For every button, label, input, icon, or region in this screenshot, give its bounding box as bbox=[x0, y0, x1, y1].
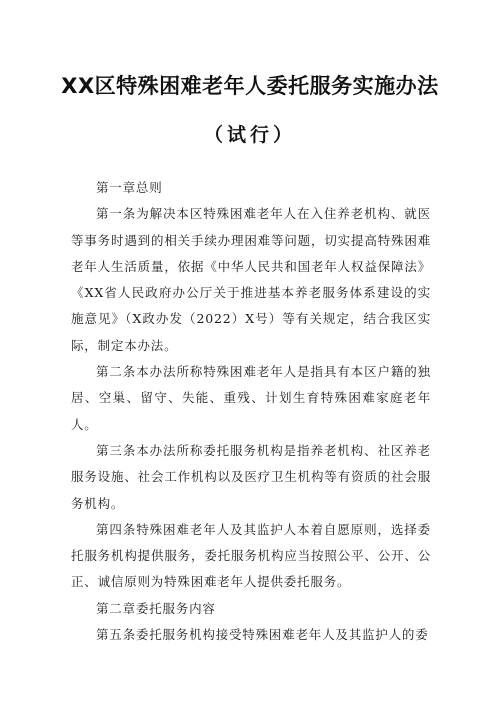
article-paragraph: 第三条本办法所称委托服务机构是指养老机构、社区养老服务设施、社会工作机构以及医疗卫生机构等有资质的社会服务机构。 bbox=[71, 442, 431, 511]
document-title: XX区特殊困难老年人委托服务实施办法 bbox=[61, 74, 439, 98]
article-paragraph: 第五条委托服务机构接受特殊困难老年人及其监护人的委 bbox=[96, 627, 429, 643]
article-paragraph: 第二条本办法所称特殊困难老年人是指具有本区户籍的独居、空巢、留守、失能、重残、计划生育特殊困难家庭老年人。 bbox=[71, 364, 431, 432]
document-body bbox=[71, 175, 431, 648]
article-paragraph: 第四条特殊困难老年人及其监护人本着自愿原则，选择委托服务机构提供服务，委托服务机构应当按照公平、公开、公正、诚信原则为特殊困难老年人提供委托服务。 bbox=[71, 521, 431, 590]
article-paragraph: 第一条为解决本区特殊困难老年人在入住养老机构、就医等事务时遇到的相关手续办理困难等问题，切实提高特殊困难老年人生活质量，依据《中华人民共和国老年人权益保障法》《XX省人民政府办公厅关于推进基本养老服务体系建设的实施意见》（X政办发（2022）X号）等有关规定，结合我区实际，制定本办法。 bbox=[71, 206, 431, 353]
chapter-heading: 第一章总则 bbox=[96, 180, 163, 195]
document-subtitle: （试行） bbox=[203, 124, 296, 146]
chapter-heading: 第二章委托服务内容 bbox=[96, 600, 216, 616]
